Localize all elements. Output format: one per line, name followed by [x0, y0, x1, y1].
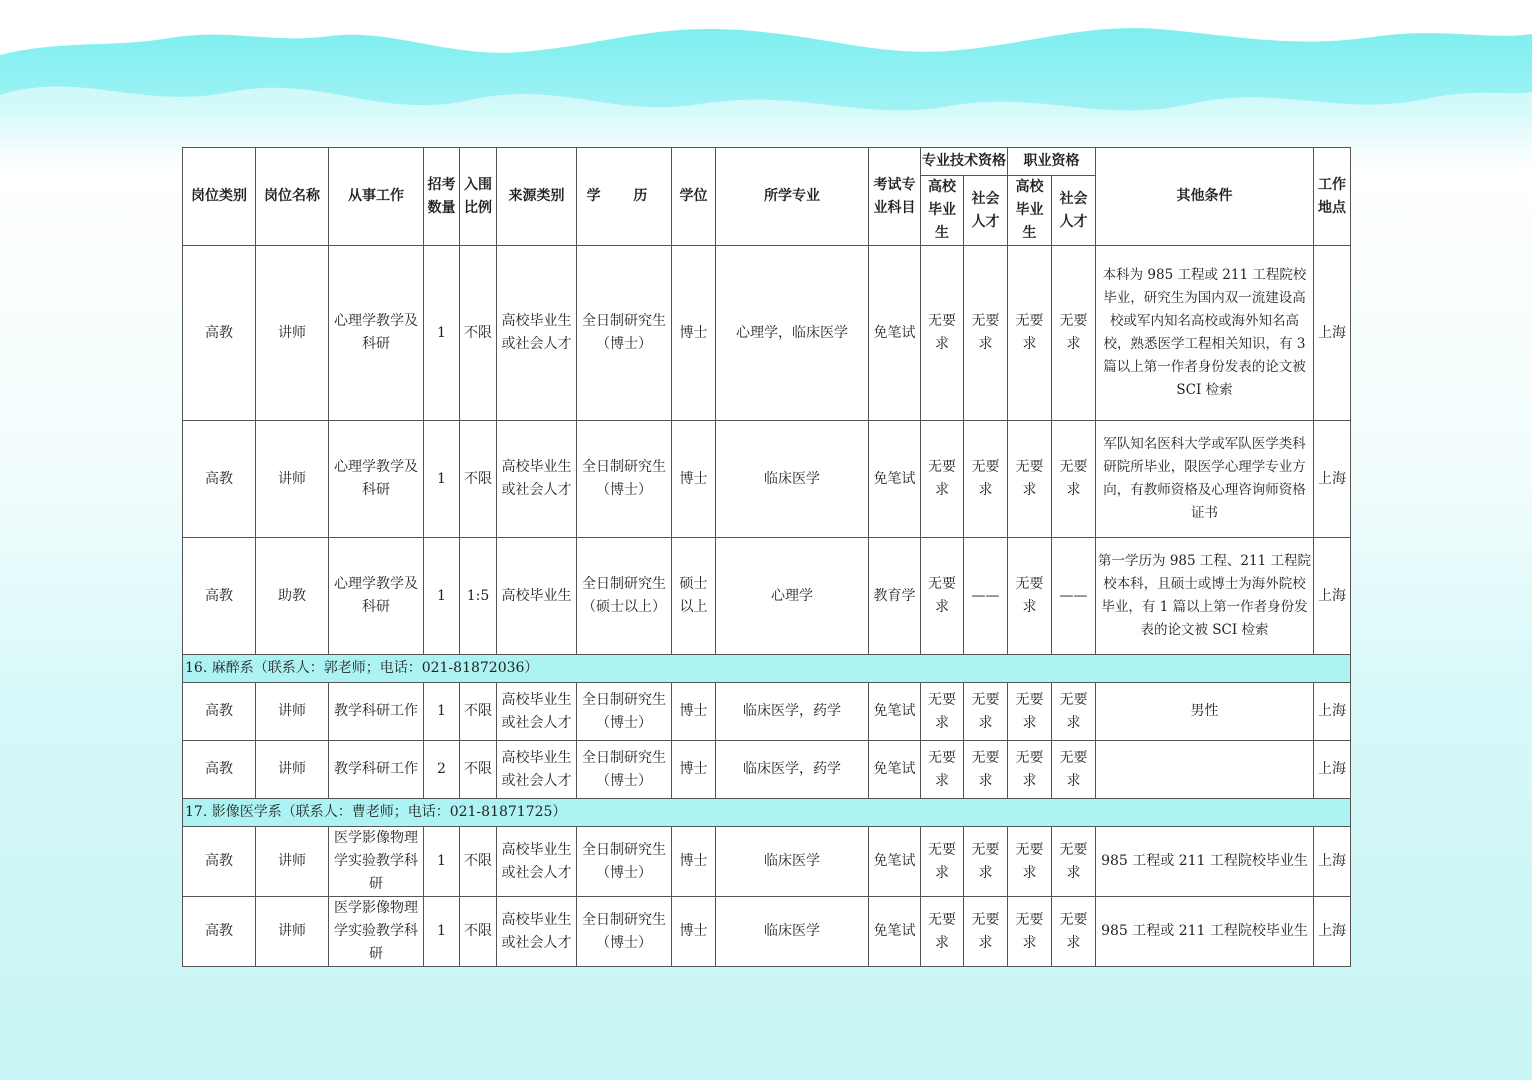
cell-source: 高校毕业生 — [497, 538, 577, 655]
cell-category: 高教 — [183, 741, 256, 799]
header-exam: 考试专业科目 — [869, 148, 921, 246]
cell-location: 上海 — [1314, 827, 1351, 897]
cell-tech-social: 无要求 — [964, 246, 1008, 421]
cell-other: 985 工程或 211 工程院校毕业生 — [1096, 827, 1314, 897]
cell-name: 讲师 — [256, 246, 329, 421]
cell-quota: 2 — [424, 741, 460, 799]
department-row — [183, 655, 1351, 683]
cell-education: 全日制研究生（硕士以上） — [577, 538, 672, 655]
header-tech-grad: 高校毕业生 — [921, 176, 964, 246]
cell-education: 全日制研究生（博士） — [577, 897, 672, 967]
cell-source: 高校毕业生或社会人才 — [497, 827, 577, 897]
cell-major: 临床医学，药学 — [716, 741, 869, 799]
cell-voc-grad: 无要求 — [1008, 827, 1052, 897]
cell-source: 高校毕业生或社会人才 — [497, 741, 577, 799]
department-row — [183, 799, 1351, 827]
cell-major: 临床医学 — [716, 421, 869, 538]
cell-voc-social: 无要求 — [1052, 421, 1096, 538]
cell-location: 上海 — [1314, 897, 1351, 967]
cell-degree: 博士 — [672, 421, 716, 538]
cell-location: 上海 — [1314, 538, 1351, 655]
cell-education: 全日制研究生（博士） — [577, 683, 672, 741]
cell-exam: 教育学 — [869, 538, 921, 655]
cell-voc-social: —— — [1052, 538, 1096, 655]
cell-major: 临床医学，药学 — [716, 683, 869, 741]
cell-source: 高校毕业生或社会人才 — [497, 897, 577, 967]
cell-exam: 免笔试 — [869, 246, 921, 421]
header-location: 工作地点 — [1314, 148, 1351, 246]
cell-work: 医学影像物理学实验教学科研 — [329, 827, 424, 897]
cell-quota: 1 — [424, 538, 460, 655]
cell-education: 全日制研究生（博士） — [577, 741, 672, 799]
cell-category: 高教 — [183, 246, 256, 421]
cell-work: 心理学教学及科研 — [329, 538, 424, 655]
cell-name: 讲师 — [256, 897, 329, 967]
cell-location: 上海 — [1314, 741, 1351, 799]
cell-voc-social: 无要求 — [1052, 827, 1096, 897]
header-tech-social: 社会人才 — [964, 176, 1008, 246]
cell-ratio: 不限 — [460, 741, 497, 799]
cell-exam: 免笔试 — [869, 897, 921, 967]
sky-cloud-decoration — [0, 0, 1532, 170]
cell-education: 全日制研究生（博士） — [577, 246, 672, 421]
cell-degree: 硕士以上 — [672, 538, 716, 655]
cell-voc-grad: 无要求 — [1008, 897, 1052, 967]
cell-voc-social: 无要求 — [1052, 246, 1096, 421]
cell-other: 第一学历为 985 工程、211 工程院校本科，且硕士或博士为海外院校毕业，有 1 篇以上第一作者身份发表的论文被 SCI 检索 — [1096, 538, 1314, 655]
cell-ratio: 不限 — [460, 683, 497, 741]
cell-name: 讲师 — [256, 827, 329, 897]
cell-degree: 博士 — [672, 741, 716, 799]
cell-exam: 免笔试 — [869, 827, 921, 897]
cell-degree: 博士 — [672, 897, 716, 967]
cell-name: 讲师 — [256, 683, 329, 741]
cell-other: 军队知名医科大学或军队医学类科研院所毕业，限医学心理学专业方向，有教师资格及心理咨询师资格证书 — [1096, 421, 1314, 538]
cell-name: 助教 — [256, 538, 329, 655]
cell-quota: 1 — [424, 897, 460, 967]
cell-category: 高教 — [183, 897, 256, 967]
cell-major: 临床医学 — [716, 827, 869, 897]
cell-tech-social: 无要求 — [964, 897, 1008, 967]
cell-tech-social: 无要求 — [964, 741, 1008, 799]
cell-name: 讲师 — [256, 421, 329, 538]
cell-degree: 博士 — [672, 683, 716, 741]
cell-other: 男性 — [1096, 683, 1314, 741]
cell-source: 高校毕业生或社会人才 — [497, 421, 577, 538]
header-voc-social: 社会人才 — [1052, 176, 1096, 246]
cell-voc-grad: 无要求 — [1008, 246, 1052, 421]
cell-other: 本科为 985 工程或 211 工程院校毕业，研究生为国内双一流建设高校或军内知名高校或海外知名高校，熟悉医学工程相关知识，有 3 篇以上第一作者身份发表的论文被 SCI 检索 — [1096, 246, 1314, 421]
cell-location: 上海 — [1314, 683, 1351, 741]
header-name: 岗位名称 — [256, 148, 329, 246]
cell-ratio: 不限 — [460, 897, 497, 967]
cell-source: 高校毕业生或社会人才 — [497, 246, 577, 421]
cell-voc-grad: 无要求 — [1008, 421, 1052, 538]
cell-tech-grad: 无要求 — [921, 538, 964, 655]
cell-tech-social: 无要求 — [964, 421, 1008, 538]
table-row — [183, 421, 1351, 538]
header-major: 所学专业 — [716, 148, 869, 246]
header-vocational-qualification: 职业资格 — [1008, 148, 1096, 176]
cell-quota: 1 — [424, 827, 460, 897]
cell-major: 心理学，临床医学 — [716, 246, 869, 421]
cell-tech-social: 无要求 — [964, 683, 1008, 741]
cell-ratio: 不限 — [460, 246, 497, 421]
cell-ratio: 1:5 — [460, 538, 497, 655]
header-row-1 — [183, 148, 1351, 176]
header-category: 岗位类别 — [183, 148, 256, 246]
table-row — [183, 246, 1351, 421]
header-education: 学 历 — [577, 148, 672, 246]
cell-degree: 博士 — [672, 827, 716, 897]
cell-tech-grad: 无要求 — [921, 683, 964, 741]
cell-voc-grad: 无要求 — [1008, 683, 1052, 741]
cell-tech-social: —— — [964, 538, 1008, 655]
cell-major: 心理学 — [716, 538, 869, 655]
department-imaging: 17. 影像医学系（联系人：曹老师；电话：021-81871725） — [183, 799, 1351, 827]
recruitment-table — [182, 147, 1351, 967]
table-row — [183, 897, 1351, 967]
department-anesthesia: 16. 麻醉系（联系人：郭老师；电话：021-81872036） — [183, 655, 1351, 683]
cell-exam: 免笔试 — [869, 421, 921, 538]
cell-voc-grad: 无要求 — [1008, 538, 1052, 655]
cell-work: 医学影像物理学实验教学科研 — [329, 897, 424, 967]
cell-major: 临床医学 — [716, 897, 869, 967]
cell-tech-social: 无要求 — [964, 827, 1008, 897]
header-voc-grad: 高校毕业生 — [1008, 176, 1052, 246]
cell-location: 上海 — [1314, 421, 1351, 538]
cell-education: 全日制研究生（博士） — [577, 827, 672, 897]
cell-tech-grad: 无要求 — [921, 246, 964, 421]
cell-quota: 1 — [424, 683, 460, 741]
cell-work: 教学科研工作 — [329, 741, 424, 799]
cell-source: 高校毕业生或社会人才 — [497, 683, 577, 741]
cell-quota: 1 — [424, 421, 460, 538]
header-source: 来源类别 — [497, 148, 577, 246]
cell-voc-social: 无要求 — [1052, 741, 1096, 799]
cell-work: 教学科研工作 — [329, 683, 424, 741]
cell-ratio: 不限 — [460, 827, 497, 897]
cell-exam: 免笔试 — [869, 741, 921, 799]
cell-work: 心理学教学及科研 — [329, 421, 424, 538]
cell-category: 高教 — [183, 538, 256, 655]
cell-exam: 免笔试 — [869, 683, 921, 741]
header-quota: 招考数量 — [424, 148, 460, 246]
cell-ratio: 不限 — [460, 421, 497, 538]
header-degree: 学位 — [672, 148, 716, 246]
cell-location: 上海 — [1314, 246, 1351, 421]
cell-voc-grad: 无要求 — [1008, 741, 1052, 799]
table-row — [183, 741, 1351, 799]
cell-education: 全日制研究生（博士） — [577, 421, 672, 538]
cell-other — [1096, 741, 1314, 799]
cell-category: 高教 — [183, 683, 256, 741]
table-row — [183, 538, 1351, 655]
cell-quota: 1 — [424, 246, 460, 421]
cell-tech-grad: 无要求 — [921, 827, 964, 897]
cell-category: 高教 — [183, 827, 256, 897]
cell-name: 讲师 — [256, 741, 329, 799]
table-row — [183, 683, 1351, 741]
cell-voc-social: 无要求 — [1052, 897, 1096, 967]
header-tech-qualification: 专业技术资格 — [921, 148, 1008, 176]
cell-degree: 博士 — [672, 246, 716, 421]
cell-voc-social: 无要求 — [1052, 683, 1096, 741]
cell-other: 985 工程或 211 工程院校毕业生 — [1096, 897, 1314, 967]
header-ratio: 入围比例 — [460, 148, 497, 246]
table-row — [183, 827, 1351, 897]
header-other: 其他条件 — [1096, 148, 1314, 246]
cell-tech-grad: 无要求 — [921, 421, 964, 538]
cell-tech-grad: 无要求 — [921, 741, 964, 799]
cell-work: 心理学教学及科研 — [329, 246, 424, 421]
header-work: 从事工作 — [329, 148, 424, 246]
cell-tech-grad: 无要求 — [921, 897, 964, 967]
cell-category: 高教 — [183, 421, 256, 538]
